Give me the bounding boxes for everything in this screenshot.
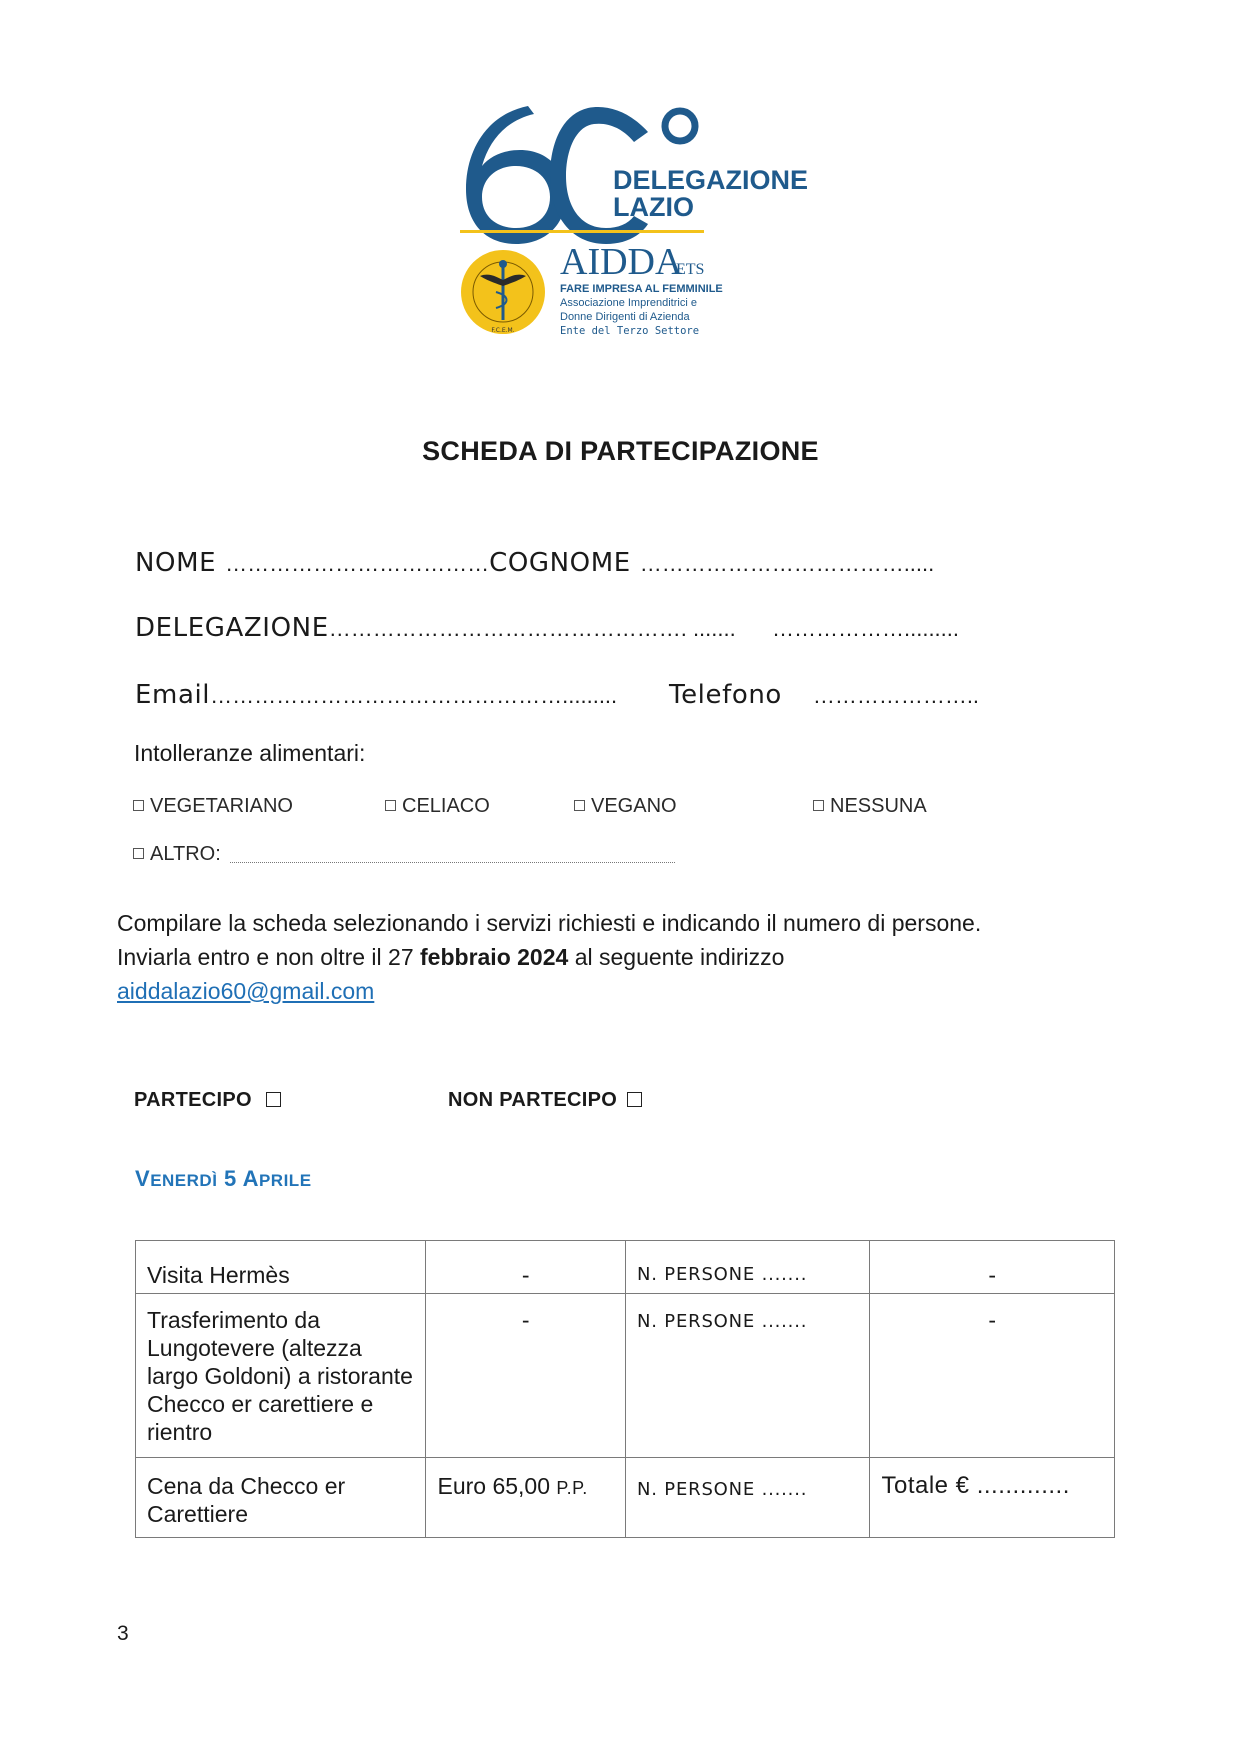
name-line <box>135 548 934 578</box>
option-label: NESSUNA <box>830 795 927 817</box>
degree-circle <box>665 111 695 141</box>
service-name: Cena da Checco er Carettiere <box>136 1458 426 1538</box>
service-name: Visita Hermès <box>136 1241 426 1294</box>
checkbox-icon[interactable] <box>813 800 824 811</box>
service-persons-field[interactable]: N. PERSONE ....... <box>626 1294 870 1458</box>
option-label: VEGANO <box>591 795 677 817</box>
altro-field[interactable] <box>230 862 675 863</box>
delegazione-field[interactable]: …………………………………………. ....... <box>328 616 736 641</box>
checkbox-icon[interactable] <box>574 800 585 811</box>
option-vegano[interactable] <box>574 795 677 818</box>
telefono-label: Telefono <box>669 680 782 710</box>
table-row <box>136 1294 1115 1458</box>
services-table <box>135 1240 1115 1538</box>
svg-text:F.C.E.M.: F.C.E.M. <box>491 327 515 334</box>
delegazione-extra <box>772 613 959 643</box>
option-label: ALTRO: <box>150 843 221 865</box>
option-altro[interactable] <box>133 843 221 866</box>
option-celiaco[interactable] <box>385 795 490 818</box>
page-number: 3 <box>117 1622 129 1645</box>
table-row <box>136 1241 1115 1294</box>
instructions <box>117 906 1157 1008</box>
logo-tagline-4: Ente del Terzo Settore <box>560 325 700 337</box>
delegazione-line <box>135 613 736 643</box>
fcem-seal <box>461 250 545 334</box>
service-price: - <box>426 1241 626 1294</box>
email-field[interactable]: …………………………………………......... <box>210 683 618 708</box>
logo-line1: DELEGAZIONE <box>613 165 809 195</box>
service-persons-field[interactable]: N. PERSONE ....... <box>626 1241 870 1294</box>
partecipo-checkbox[interactable] <box>266 1092 281 1107</box>
nome-field[interactable]: ……………………………… <box>225 551 490 576</box>
telefono-field[interactable]: ………………….. <box>812 683 980 708</box>
cognome-field[interactable]: ………………………………..... <box>639 551 935 576</box>
checkbox-icon[interactable] <box>133 800 144 811</box>
logo-tagline-3: Donne Dirigenti di Azienda <box>560 311 690 323</box>
delegazione-field-2[interactable]: ………………......... <box>772 616 960 641</box>
logo-line2: LAZIO <box>613 192 694 222</box>
nome-label: NOME <box>135 548 217 578</box>
logo-org: AIDDA <box>560 241 683 283</box>
logo-graphic <box>458 104 818 384</box>
page-title: SCHEDA DI PARTECIPAZIONE <box>422 436 819 466</box>
service-total: - <box>870 1241 1115 1294</box>
option-vegetariano[interactable] <box>133 795 293 818</box>
instructions-line-2: Inviarla entro e non oltre il 27 febbraio 2024 al seguente indirizzo <box>117 944 785 970</box>
aidda-logo <box>458 104 818 384</box>
instructions-line-1: Compilare la scheda selezionando i servizi richiesti e indicando il numero di persone. <box>117 910 982 936</box>
non-partecipo-label: NON PARTECIPO <box>448 1089 618 1111</box>
service-price: - <box>426 1294 626 1458</box>
service-persons-field[interactable]: N. PERSONE ....... <box>626 1458 870 1538</box>
logo-org-suffix: ETS <box>676 261 705 278</box>
contact-email-link[interactable]: aiddalazio60@gmail.com <box>117 978 375 1004</box>
service-name: Trasferimento da Lungotevere (altezza largo Goldoni) a ristorante Checco er carettiere e rientro <box>136 1294 426 1458</box>
logo-tagline-1: FARE IMPRESA AL FEMMINILE <box>560 283 723 295</box>
checkbox-icon[interactable] <box>133 848 144 859</box>
cognome-label: COGNOME <box>489 548 631 578</box>
service-total: - <box>870 1294 1115 1458</box>
intolleranze-label: Intolleranze alimentari: <box>134 740 366 766</box>
service-total-field[interactable]: Totale € ............. <box>870 1458 1115 1538</box>
non-partecipo-checkbox[interactable] <box>627 1092 642 1107</box>
non-partecipo-option[interactable] <box>448 1089 642 1112</box>
telefono-line <box>669 680 979 710</box>
option-nessuna[interactable] <box>813 795 927 818</box>
delegazione-label: DELEGAZIONE <box>135 613 329 643</box>
logo-tagline-2: Associazione Imprenditrici e <box>560 297 697 309</box>
checkbox-icon[interactable] <box>385 800 396 811</box>
table-row <box>136 1458 1115 1538</box>
partecipo-option[interactable] <box>134 1089 281 1112</box>
service-price: Euro 65,00 P.P. <box>426 1458 626 1538</box>
deadline-date: febbraio 2024 <box>420 944 569 970</box>
email-line <box>135 680 617 710</box>
option-label: CELIACO <box>402 795 490 817</box>
event-day-heading: VENERDÌ 5 APRILE <box>135 1166 312 1191</box>
email-label: Email <box>135 680 211 710</box>
option-label: VEGETARIANO <box>150 795 293 817</box>
logo-divider <box>460 230 704 233</box>
partecipo-label: PARTECIPO <box>134 1089 252 1111</box>
